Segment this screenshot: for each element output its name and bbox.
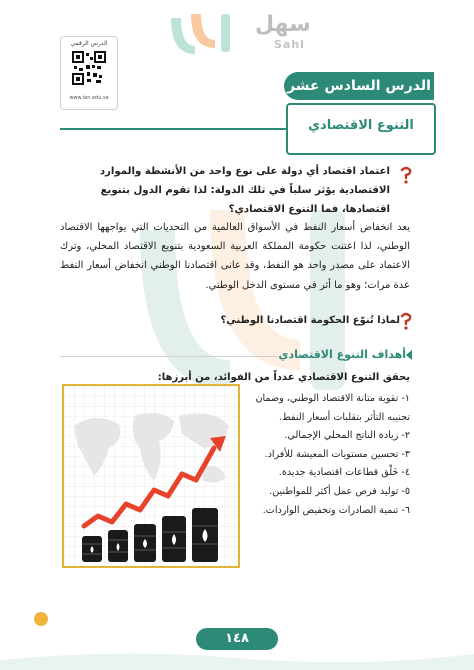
title-divider [60, 128, 286, 130]
goals-list [240, 390, 410, 520]
logo-latin-text: Sahl [274, 38, 305, 51]
goals-heading: أهداف التنوع الاقتصادي [278, 348, 406, 361]
body-paragraph: يعد انخفاض أسعار النفط في الأسواق العالمية من التحديات التي يواجهها الاقتصاد الوطني، لذا اعتنت حكومة المملكة العربية السعودية بتنويع الاقتصاد المحلي، وترك الاعتماد على مصدر واحد هو النفط، وقد عانى اقتصادنا الوطني انخفاض أسعار النفط عدة مرات؛ وهو ما أثر في مستوى الدخل الوطني. [60, 222, 410, 291]
goals-intro: يحقق التنوع الاقتصادي عدداً من الفوائد، من أبرزها: [157, 372, 410, 383]
corner-logo-mark [34, 612, 48, 626]
section-question: لماذا تُنوّع الحكومة اقتصادنا الوطني؟ [220, 315, 400, 326]
question-icon-2 [400, 312, 412, 330]
qr-code-icon [72, 51, 106, 85]
oil-illustration [62, 384, 240, 568]
goal-item: ١- تقوية متانة الاقتصاد الوطني، وضمان تجنيبه التأثر بتقلبات أسعار النفط. [255, 393, 410, 423]
page-number: ١٤٨ [196, 628, 278, 650]
digital-lesson-qr[interactable] [60, 36, 118, 110]
heading-arrow-icon [406, 350, 412, 360]
logo-arabic-text: سهل [255, 12, 311, 37]
goal-item: ٦- تنمية الصادرات وتخفيض الواردات. [262, 504, 410, 516]
goal-item: ٣- تحسين مستويات المعيشة للأفراد. [264, 448, 410, 460]
oil-barrels-growth-illustration [64, 386, 238, 566]
goal-item: ٢- زيادة الناتج المحلي الإجمالي. [284, 430, 410, 442]
qr-label: الدرس الرقمي [70, 40, 108, 47]
intro-question: اعتماد اقتصاد أي دولة على نوع واحد من الأنشطة والموارد الاقتصادية يؤثر سلباً في تلك الدولة: لذا تقوم الدول بتنويع اقتصادها، فما التنوع الاقتصادي؟ [99, 166, 390, 215]
question-icon [400, 166, 412, 184]
goal-item: ٤- خَلْق قطاعات اقتصادية جديدة. [278, 467, 410, 479]
lesson-title-box [286, 103, 436, 155]
goal-item: ٥- توليد فرص عمل أكثر للمواطنين. [269, 485, 410, 497]
lesson-number-tab: الدرس السادس عشر [284, 72, 434, 100]
lesson-title: التنوع الاقتصادي [308, 118, 414, 133]
qr-url: www.ien.edu.sa [69, 95, 109, 101]
